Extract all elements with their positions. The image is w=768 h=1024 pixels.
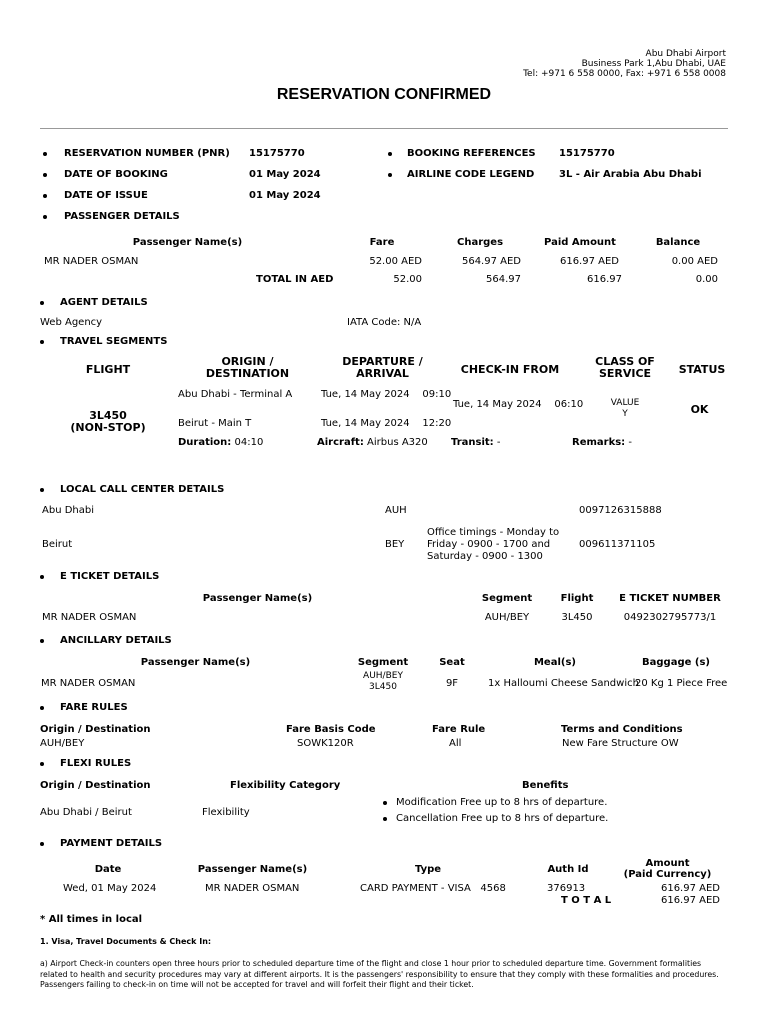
- segment-departure: Tue, 14 May 2024 09:10: [321, 389, 452, 400]
- bullet: [40, 488, 44, 492]
- airline-code-value: 3L - Air Arabia Abu Dhabi: [559, 169, 702, 180]
- col-flexi-category: Flexibility Category: [230, 780, 341, 791]
- payment-passenger: MR NADER OSMAN: [205, 883, 300, 894]
- col-ancillary-baggage: Baggage (s): [642, 657, 710, 668]
- flexi-benefit-1: Modification Free up to 8 hrs of departure.: [396, 797, 608, 808]
- bullet: [43, 194, 47, 198]
- bullet: [40, 762, 44, 766]
- bullet: [383, 801, 387, 805]
- col-eticket-segment: Segment: [481, 593, 533, 604]
- payment-type: CARD PAYMENT - VISA 4568: [360, 883, 506, 894]
- eticket-passenger: MR NADER OSMAN: [42, 612, 137, 623]
- col-eticket-passenger: Passenger Name(s): [202, 593, 313, 604]
- ancillary-meal: 1x Halloumi Cheese Sandwich: [488, 678, 639, 689]
- col-origin-destination: ORIGIN / DESTINATION: [205, 355, 290, 380]
- segment-aircraft: Aircraft: Airbus A320: [317, 437, 428, 448]
- col-flight: FLIGHT: [85, 363, 131, 376]
- col-payment-amount: Amount (Paid Currency): [623, 858, 712, 880]
- ancillary-title: ANCILLARY DETAILS: [60, 635, 172, 646]
- payment-total-amount: 616.97 AED: [660, 895, 720, 906]
- passenger-paid: 616.97 AED: [559, 256, 619, 267]
- col-payment-auth: Auth Id: [547, 864, 589, 875]
- page-title: RESERVATION CONFIRMED: [276, 86, 492, 103]
- issue-date-label: DATE OF ISSUE: [64, 190, 148, 201]
- col-payment-date: Date: [94, 864, 122, 875]
- flexi-benefit-2: Cancellation Free up to 8 hrs of departure.: [396, 813, 609, 824]
- bullet: [43, 152, 47, 156]
- bullet: [40, 842, 44, 846]
- agent-name: Web Agency: [40, 317, 103, 328]
- fare-rule: All: [449, 738, 462, 749]
- agent-iata: IATA Code: N/A: [347, 317, 422, 328]
- segment-arrival: Tue, 14 May 2024 12:20: [321, 418, 452, 429]
- total-balance: 0.00: [695, 274, 718, 285]
- col-ancillary-seat: Seat: [439, 657, 465, 668]
- ancillary-passenger: MR NADER OSMAN: [41, 678, 136, 689]
- booking-ref-value: 15175770: [559, 148, 615, 159]
- fare-basis: SOWK120R: [297, 738, 354, 749]
- passenger-details-label: PASSENGER DETAILS: [64, 211, 180, 222]
- flexi-rules-title: FLEXI RULES: [60, 758, 132, 769]
- ancillary-seat: 9F: [445, 678, 459, 689]
- payment-title: PAYMENT DETAILS: [60, 838, 163, 849]
- col-fare-rule: Fare Rule: [432, 724, 486, 735]
- flexi-category: Flexibility: [202, 807, 250, 818]
- col-flexi-od: Origin / Destination: [40, 780, 151, 791]
- eticket-number: 0492302795773/1: [623, 612, 717, 623]
- passenger-fare: 52.00 AED: [369, 256, 422, 267]
- bullet: [43, 215, 47, 219]
- col-ancillary-meal: Meal(s): [533, 657, 576, 668]
- passenger-balance: 0.00 AED: [671, 256, 718, 267]
- bullet: [40, 639, 44, 643]
- call-center-city-1: Abu Dhabi: [42, 505, 94, 516]
- times-local-note: * All times in local: [40, 914, 143, 925]
- issue-date-value: 01 May 2024: [249, 190, 321, 201]
- fare-terms: New Fare Structure OW: [562, 738, 679, 749]
- col-charges: Charges: [456, 237, 504, 248]
- payment-amount: 616.97 AED: [660, 883, 720, 894]
- call-center-phone-1: 0097126315888: [579, 505, 662, 516]
- segment-transit: Transit: -: [451, 437, 501, 448]
- call-center-timings: Office timings - Monday to Friday - 0900 - 1700 and Saturday - 0900 - 1300: [427, 527, 560, 562]
- payment-auth: 376913: [547, 883, 586, 894]
- address-line-2: Business Park 1,Abu Dhabi, UAE: [581, 59, 726, 69]
- col-payment-type: Type: [414, 864, 442, 875]
- bullet: [40, 706, 44, 710]
- bullet: [40, 575, 44, 579]
- col-fare-od: Origin / Destination: [40, 724, 151, 735]
- segment-status: OK: [690, 403, 709, 416]
- company-address: [523, 49, 726, 79]
- booking-date-label: DATE OF BOOKING: [64, 169, 168, 180]
- bullet: [40, 340, 44, 344]
- col-checkin: CHECK-IN FROM: [460, 363, 560, 376]
- col-status: STATUS: [678, 363, 726, 376]
- segment-destination: Beirut - Main T: [178, 418, 252, 429]
- passenger-name: MR NADER OSMAN: [44, 256, 139, 267]
- col-ancillary-passenger: Passenger Name(s): [140, 657, 251, 668]
- bullet: [383, 817, 387, 821]
- bullet: [388, 173, 392, 177]
- flight-number: 3L450 (NON-STOP): [70, 409, 146, 434]
- address-line-3: Tel: +971 6 558 0000, Fax: +971 6 558 0008: [523, 69, 726, 79]
- segment-checkin: Tue, 14 May 2024 06:10: [453, 399, 584, 410]
- fare-rules-title: FARE RULES: [60, 702, 128, 713]
- pnr-value: 15175770: [249, 148, 305, 159]
- passenger-charges: 564.97 AED: [461, 256, 521, 267]
- ancillary-baggage: 20 Kg 1 Piece Free: [635, 678, 728, 689]
- call-center-code-2: BEY: [385, 539, 405, 550]
- pnr-label: RESERVATION NUMBER (PNR): [64, 148, 230, 159]
- address-line-1: Abu Dhabi Airport: [645, 49, 726, 59]
- bullet: [43, 173, 47, 177]
- eticket-flight: 3L450: [561, 612, 593, 623]
- call-center-code-1: AUH: [385, 505, 407, 516]
- total-label: TOTAL IN AED: [256, 274, 334, 285]
- col-flexi-benefits: Benefits: [522, 780, 569, 791]
- col-balance: Balance: [655, 237, 701, 248]
- bullet: [40, 301, 44, 305]
- col-fare-terms: Terms and Conditions: [561, 724, 683, 735]
- notes-section-title: 1. Visa, Travel Documents & Check In:: [40, 937, 212, 946]
- segment-remarks: Remarks: -: [572, 437, 632, 448]
- col-fare-basis: Fare Basis Code: [286, 724, 376, 735]
- ancillary-segment: AUH/BEY 3L450: [363, 671, 403, 692]
- total-paid: 616.97: [587, 274, 622, 285]
- call-center-title: LOCAL CALL CENTER DETAILS: [60, 484, 225, 495]
- booking-ref-label: BOOKING REFERENCES: [407, 148, 536, 159]
- total-fare: 52.00: [393, 274, 422, 285]
- col-fare: Fare: [369, 237, 395, 248]
- fare-od: AUH/BEY: [40, 738, 85, 749]
- bullet: [388, 152, 392, 156]
- col-payment-passenger: Passenger Name(s): [197, 864, 308, 875]
- notes-section-text: a) Airport Check-in counters open three hours prior to scheduled departure time of the flight and close 1 hour prior to scheduled departure time. Government formalities related to health and security procedures may vary at different airports. It is the passengers' responsibility to ensure that they comply with these formalities and procedures. Passengers failing to check-in on time will not be accepted for travel and will forfeit their flight and their ticket.: [40, 959, 719, 989]
- col-ancillary-segment: Segment: [357, 657, 409, 668]
- col-eticket-number: E TICKET NUMBER: [619, 593, 721, 604]
- segment-duration: Duration: 04:10: [178, 437, 264, 448]
- eticket-segment: AUH/BEY: [484, 612, 530, 623]
- total-charges: 564.97: [486, 274, 521, 285]
- header-divider: [40, 128, 728, 129]
- booking-date-value: 01 May 2024: [249, 169, 321, 180]
- col-passenger-name: Passenger Name(s): [132, 237, 243, 248]
- call-center-city-2: Beirut: [42, 539, 73, 550]
- col-class: CLASS OF SERVICE: [595, 355, 655, 380]
- col-eticket-flight: Flight: [560, 593, 594, 604]
- payment-total-label: T O T A L: [561, 895, 612, 906]
- airline-code-label: AIRLINE CODE LEGEND: [407, 169, 535, 180]
- eticket-title: E TICKET DETAILS: [60, 571, 160, 582]
- flexi-od: Abu Dhabi / Beirut: [40, 807, 132, 818]
- col-paid-amount: Paid Amount: [544, 237, 616, 248]
- segment-class: VALUE Y: [610, 398, 640, 419]
- payment-date: Wed, 01 May 2024: [63, 883, 157, 894]
- col-departure-arrival: DEPARTURE / ARRIVAL: [342, 355, 423, 380]
- segment-origin: Abu Dhabi - Terminal A: [178, 389, 293, 400]
- travel-segments-title: TRAVEL SEGMENTS: [60, 336, 168, 347]
- agent-details-title: AGENT DETAILS: [60, 297, 148, 308]
- call-center-phone-2: 009611371105: [579, 539, 656, 550]
